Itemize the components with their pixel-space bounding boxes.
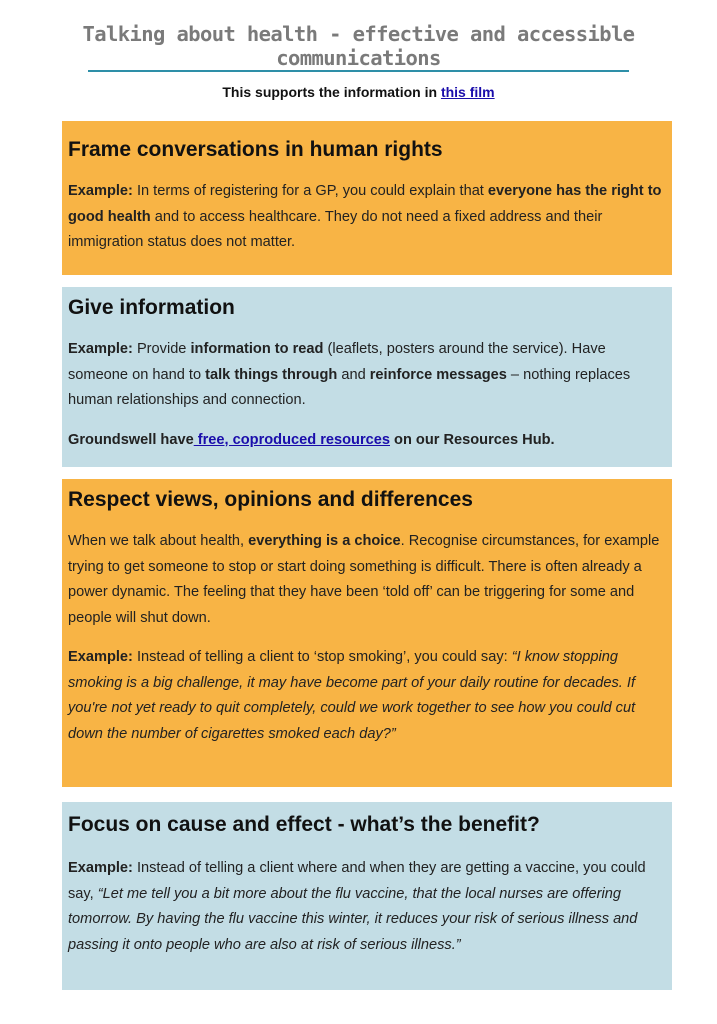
section-paragraph xyxy=(68,179,666,256)
section-respect-views xyxy=(62,479,672,787)
section-heading: Focus on cause and effect - what’s the benefit? xyxy=(68,813,540,836)
bold-run: everything is a choice xyxy=(248,533,401,549)
section-heading: Respect views, opinions and differences xyxy=(68,488,473,511)
text-run: . Recognise circumstances, for example trying to get someone to stop or start doing something is difficult. There is often already a power dynamic. The feeling that they have been ‘told off’ can be triggering for some and people will shut down. xyxy=(68,533,660,626)
example-label: Example: xyxy=(68,341,133,357)
bold-run: everyone has the right to good health xyxy=(68,183,662,225)
section-paragraph xyxy=(68,856,666,958)
text-run: Provide xyxy=(132,341,191,357)
resources-link[interactable]: free, coproduced resources xyxy=(193,431,390,448)
example-label: Example: xyxy=(68,860,133,876)
section-give-information xyxy=(62,287,672,467)
text-run: on our Resources Hub. xyxy=(389,431,555,448)
italic-quote: “Let me tell you a bit more about the flu vaccine, that the local nurses are offering tomorrow. By having the flu vaccine this winter, it reduces your risk of serious illness and passing it onto people who are also at risk of serious illness.” xyxy=(68,885,638,953)
text-run: In terms of registering for a GP, you could explain that xyxy=(132,183,488,199)
italic-quote: “I know stopping smoking is a big challenge, it may have become part of your daily routine for decades. If you're not yet ready to quit completely, could we work together to see how you could cut down the number of cigarettes smoked each day?” xyxy=(68,649,636,742)
example-paragraph xyxy=(68,645,666,747)
section-paragraph xyxy=(68,337,666,414)
supports-text: This supports the information in xyxy=(222,84,441,100)
example-label: Example: xyxy=(68,649,133,665)
text-run: (leaflets, posters around the service). Have someone on hand to xyxy=(68,341,606,383)
resources-paragraph xyxy=(68,428,666,454)
section-paragraph xyxy=(68,529,666,631)
section-cause-effect xyxy=(62,802,672,990)
text-run: Instead of telling a client where and when they are getting a vaccine, you could say, xyxy=(68,860,646,902)
text-run: When we talk about health, xyxy=(68,533,249,549)
text-run: Groundswell have xyxy=(68,431,194,448)
text-run: and xyxy=(337,366,370,383)
bold-run: reinforce messages xyxy=(369,366,507,383)
section-heading: Frame conversations in human rights xyxy=(68,138,443,161)
section-heading: Give information xyxy=(68,296,235,319)
section-human-rights xyxy=(62,121,672,275)
film-link[interactable]: this film xyxy=(440,84,495,100)
document-title: Talking about health - effective and accessible communications xyxy=(82,22,635,70)
bold-run: information to read xyxy=(190,341,324,357)
bold-run: talk things through xyxy=(205,366,338,383)
supports-line xyxy=(0,84,717,100)
text-run: Instead of telling a client to ‘stop smoking’, you could say: xyxy=(132,649,512,665)
text-run: – nothing replaces human relationships and connection. xyxy=(68,366,631,408)
title-divider xyxy=(88,70,629,72)
text-run: and to access healthcare. They do not need a fixed address and their immigration status does not matter. xyxy=(68,208,603,250)
example-label: Example: xyxy=(68,183,133,199)
